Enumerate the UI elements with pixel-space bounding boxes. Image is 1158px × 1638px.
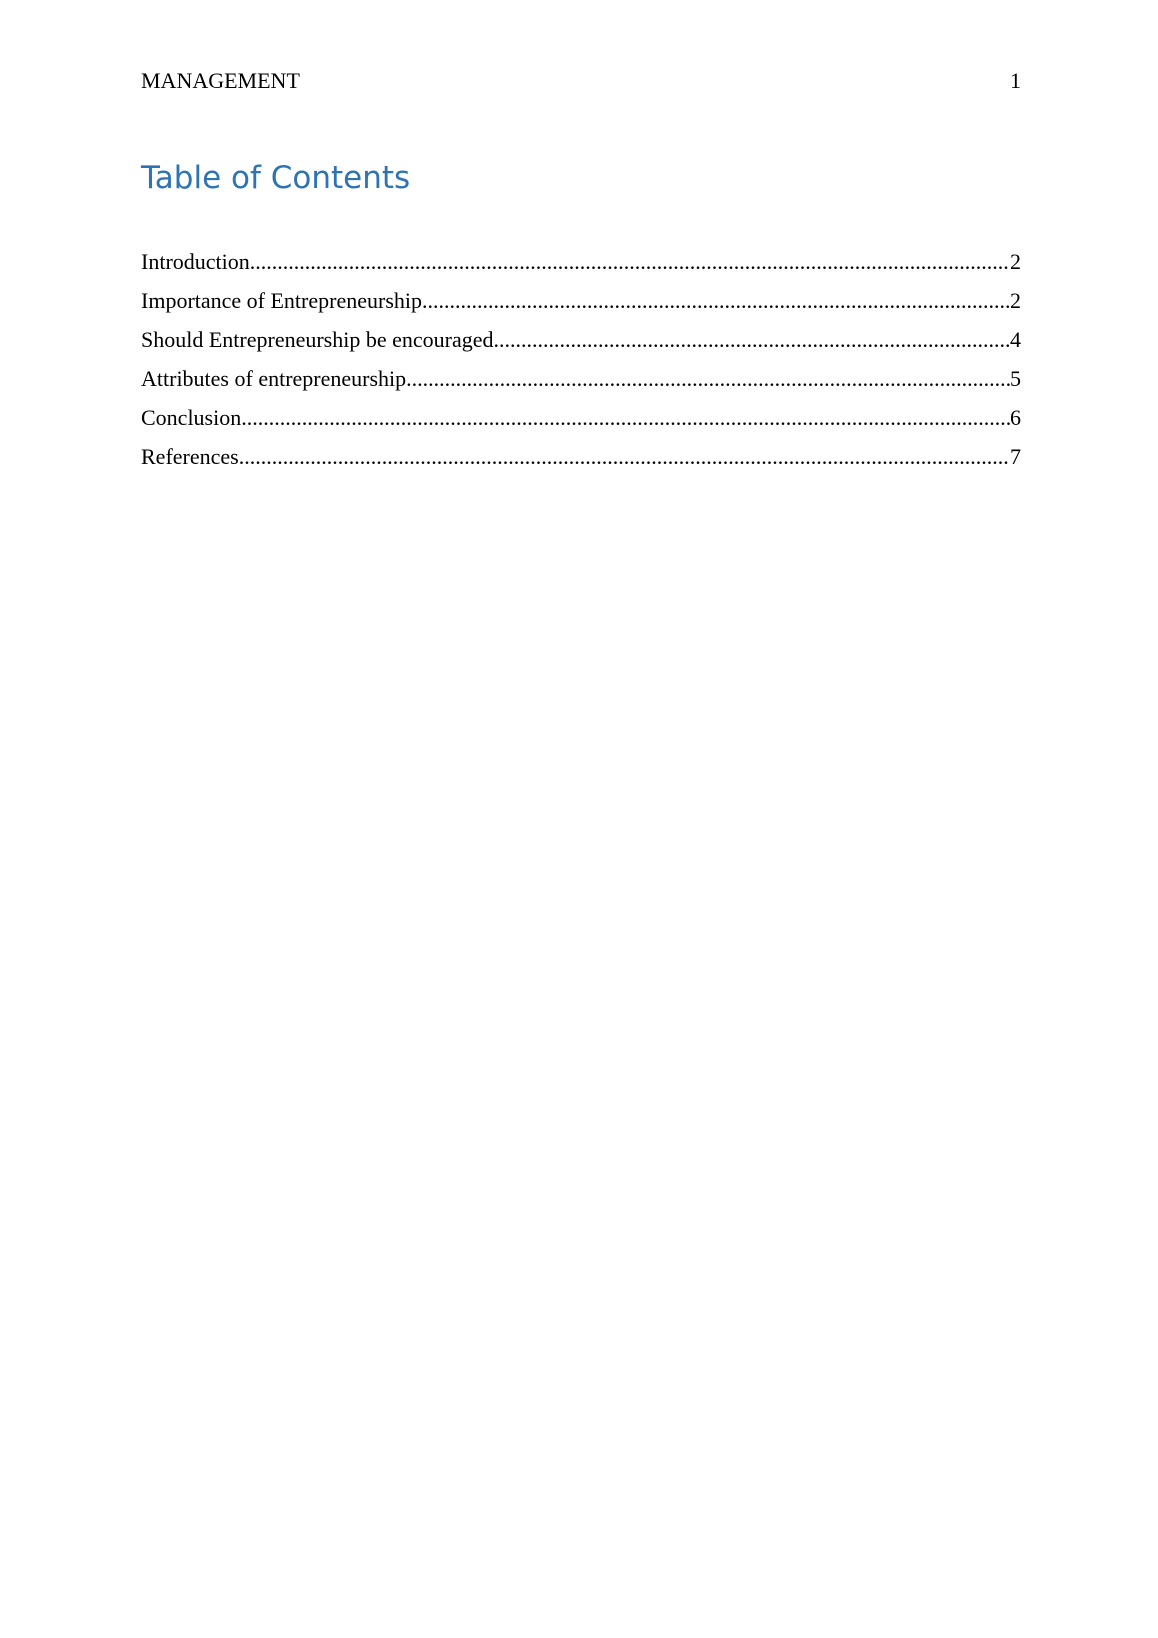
dot-leader <box>241 403 1010 433</box>
running-head: MANAGEMENT <box>141 68 300 93</box>
toc-entry-page[interactable]: 4 <box>1010 327 1021 352</box>
toc-entry-label[interactable]: References <box>141 444 239 469</box>
toc-entry-page[interactable]: 5 <box>1010 366 1021 391</box>
toc-entry-page[interactable]: 7 <box>1010 444 1021 469</box>
page-number: 1 <box>1010 68 1021 93</box>
toc-title: Table of Contents <box>141 160 411 196</box>
toc-entry-introduction[interactable] <box>141 247 1021 286</box>
toc-entry-conclusion[interactable] <box>141 403 1021 442</box>
dot-leader <box>422 286 1010 316</box>
dot-leader <box>406 364 1010 394</box>
toc-entry-page[interactable]: 2 <box>1010 288 1021 313</box>
toc-entry-should-encourage[interactable] <box>141 325 1021 364</box>
toc-entry-importance[interactable] <box>141 286 1021 325</box>
dot-leader <box>494 325 1011 355</box>
dot-leader <box>250 247 1010 277</box>
toc-entry-label[interactable]: Conclusion <box>141 405 242 430</box>
page-header <box>141 68 1021 98</box>
toc-entry-label[interactable]: Importance of Entrepreneurship <box>141 288 422 313</box>
toc-entry-label[interactable]: Attributes of entrepreneurship <box>141 366 407 391</box>
toc-entry-label[interactable]: Should Entrepreneurship be encouraged <box>141 327 494 352</box>
toc-entry-page[interactable]: 2 <box>1010 249 1021 274</box>
toc-entry-references[interactable] <box>141 442 1021 481</box>
toc-entry-page[interactable]: 6 <box>1010 405 1021 430</box>
toc-entry-label[interactable]: Introduction <box>141 249 250 274</box>
dot-leader <box>239 442 1010 472</box>
toc-list <box>141 247 1021 481</box>
toc-entry-attributes[interactable] <box>141 364 1021 403</box>
